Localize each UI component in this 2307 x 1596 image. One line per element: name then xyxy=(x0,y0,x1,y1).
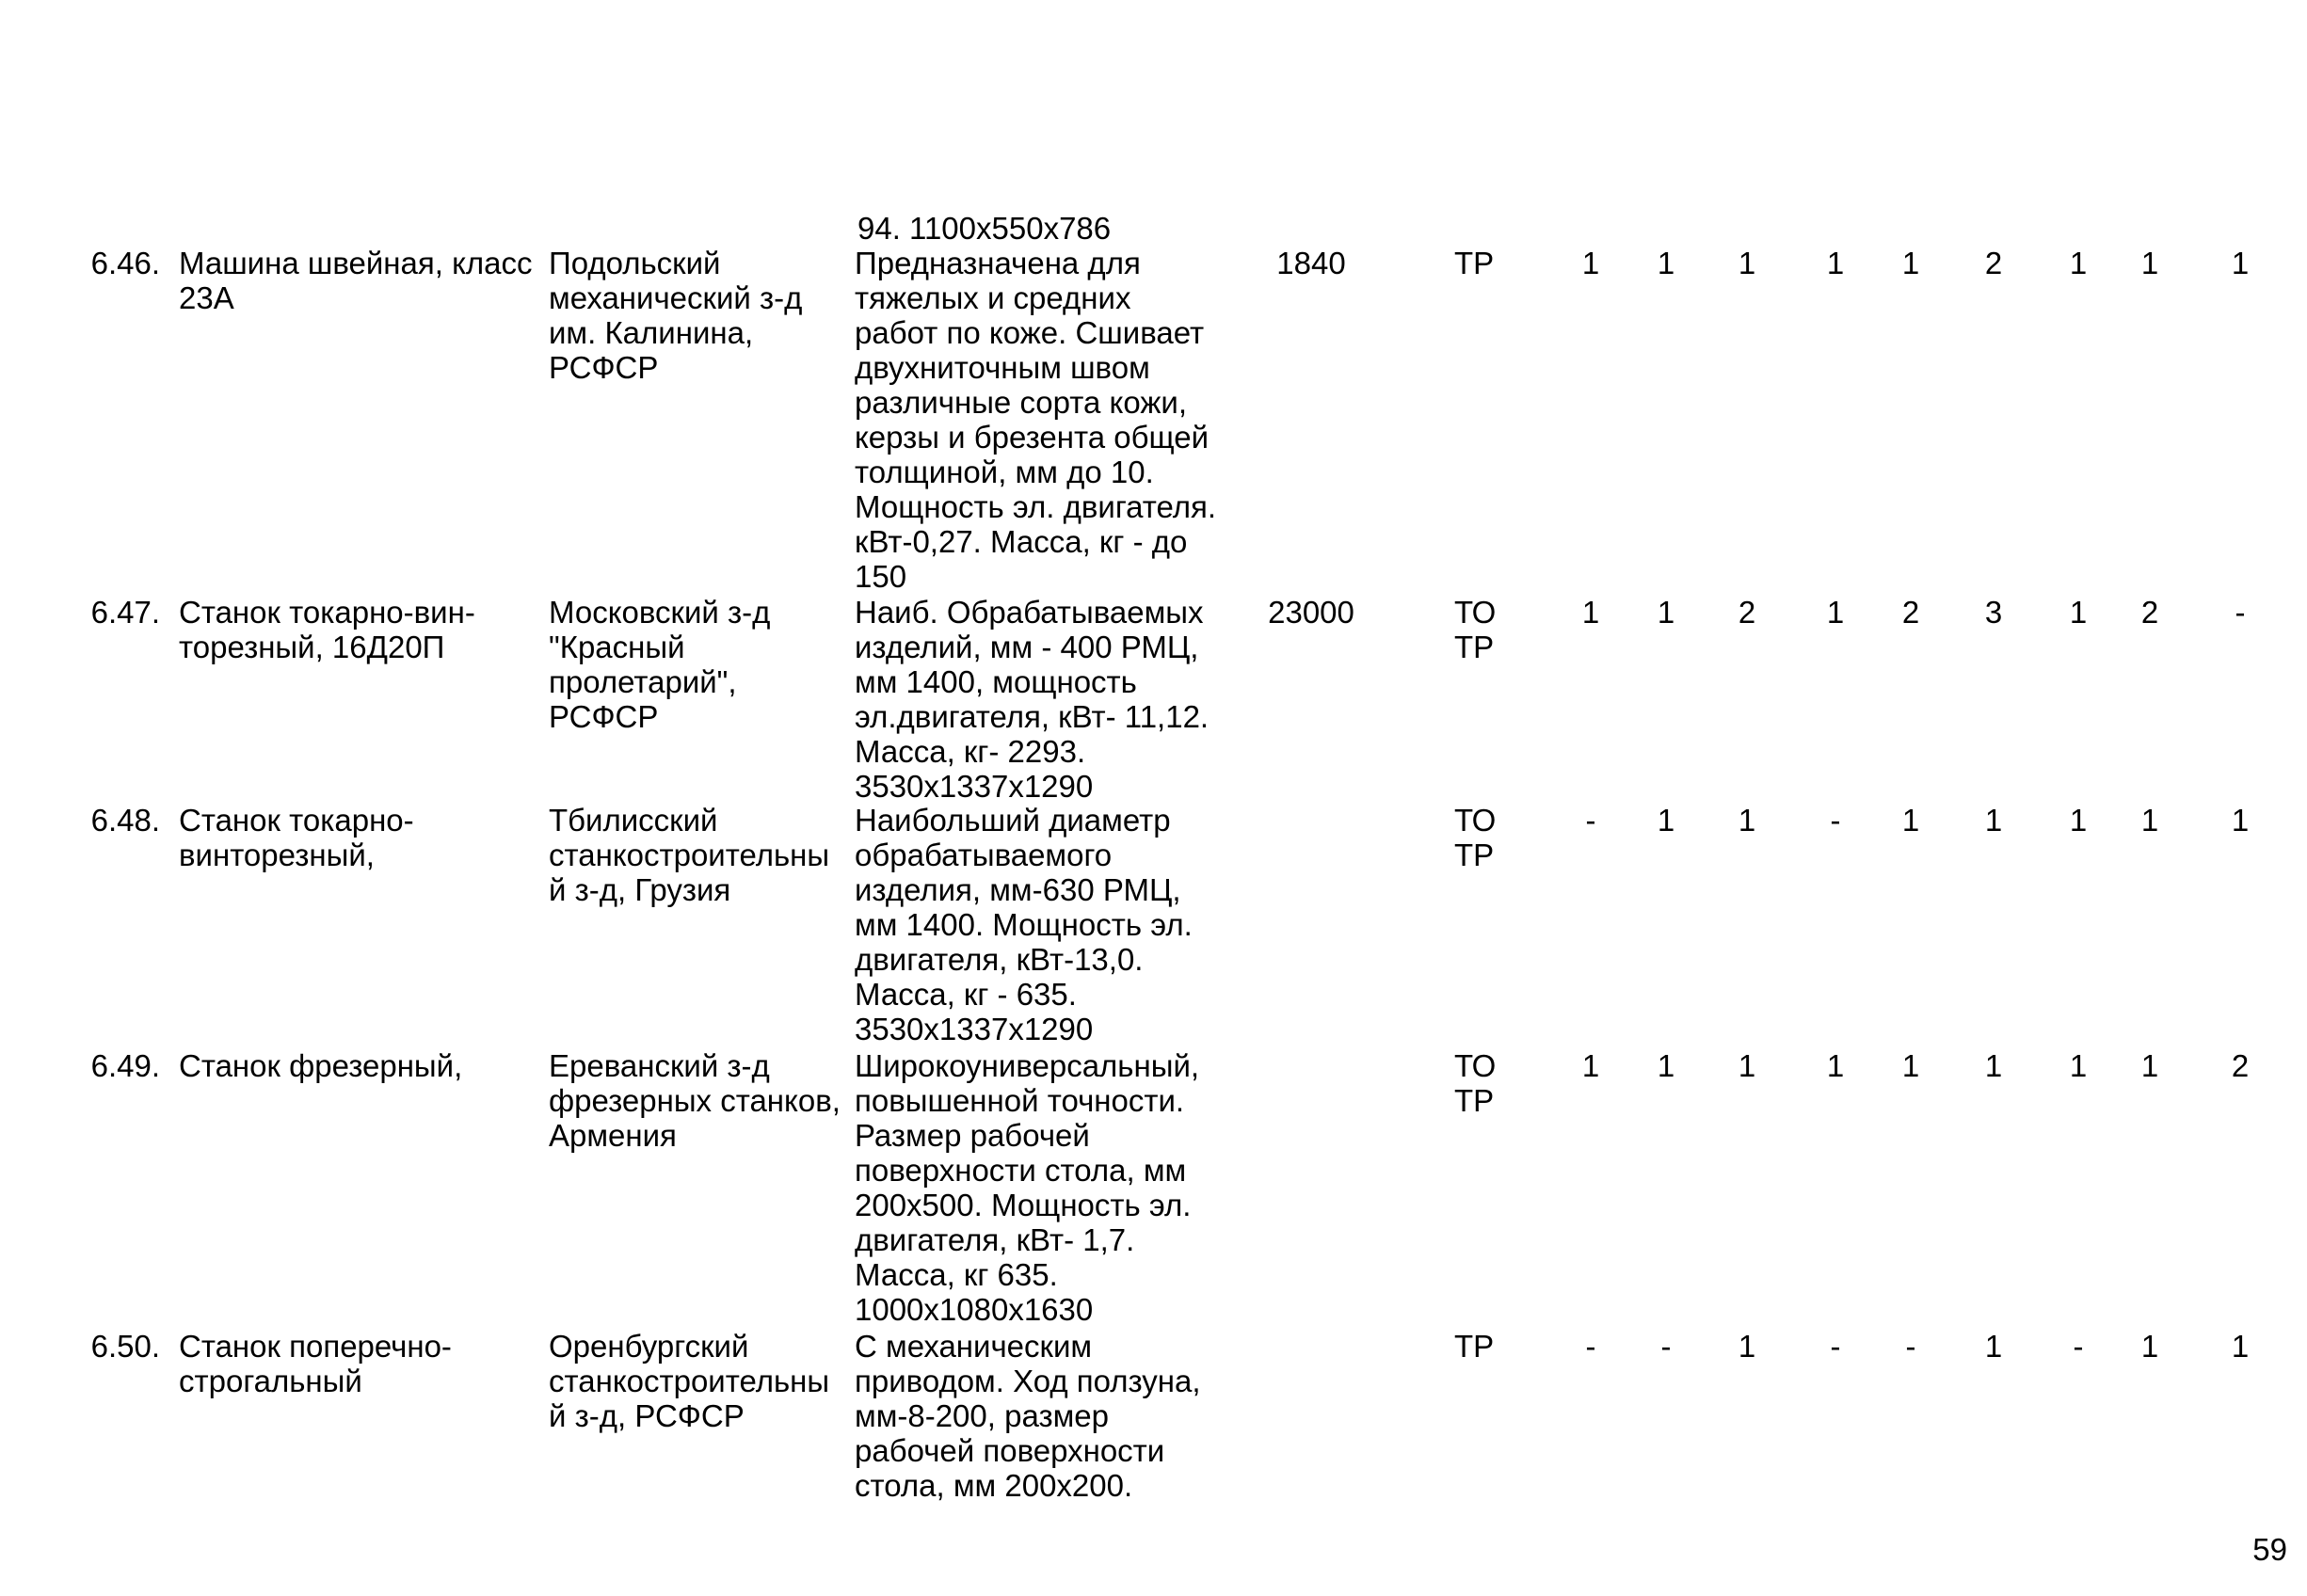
quantity-cell: 1 xyxy=(1901,246,1920,280)
description-line: приводом. Ход ползуна, xyxy=(855,1364,1201,1398)
quantity-cell: 3 xyxy=(1984,595,2003,630)
manufacturer-line: Тбилисский xyxy=(549,803,718,838)
manufacturer-line: пролетарий", xyxy=(549,664,737,699)
description-line: Размер рабочей xyxy=(855,1118,1090,1153)
equipment-name-line: Станок токарно- xyxy=(179,803,414,838)
service-type-line: ТР xyxy=(1454,1083,1495,1118)
description-line: стола, мм 200x200. xyxy=(855,1468,1133,1503)
description-line: Широкоуниверсальный, xyxy=(855,1048,1200,1083)
equipment-name-line: 23А xyxy=(179,280,234,315)
quantity-cell: 1 xyxy=(1826,246,1845,280)
quantity-cell: 1 xyxy=(2069,803,2088,838)
quantity-cell: 1 xyxy=(1581,246,1600,280)
quantity-cell: 1 xyxy=(2069,1048,2088,1083)
quantity-cell: 1 xyxy=(2069,246,2088,280)
description-line: изделия, мм-630 РМЦ, xyxy=(855,872,1181,907)
quantity-cell: 1 xyxy=(2231,803,2250,838)
row-number: 6.48. xyxy=(90,803,160,838)
quantity-cell: 1 xyxy=(1738,1329,1756,1364)
row-number: 6.47. xyxy=(90,595,160,630)
description-line: 150 xyxy=(855,559,907,594)
equipment-name-line: торезный, 16Д20П xyxy=(179,630,445,664)
quantity-cell: 1 xyxy=(2069,595,2088,630)
description-line: толщиной, мм до 10. xyxy=(855,455,1154,489)
description-line: эл.двигателя, кВт- 11,12. xyxy=(855,699,1210,734)
equipment-name-line: Машина швейная, класс xyxy=(179,246,533,280)
equipment-name-line: Станок токарно-вин- xyxy=(179,595,475,630)
description-line: мм 1400, мощность xyxy=(855,664,1137,699)
quantity-cell: - xyxy=(1830,803,1841,838)
manufacturer-line: РСФСР xyxy=(549,350,659,385)
quantity-cell: 1 xyxy=(2140,246,2159,280)
description-line: двигателя, кВт- 1,7. xyxy=(855,1222,1135,1257)
manufacturer-line: механический з-д xyxy=(549,280,803,315)
description-line: мм-8-200, размер xyxy=(855,1398,1109,1433)
manufacturer-line: РСФСР xyxy=(549,699,659,734)
description-line: 200x500. Мощность эл. xyxy=(855,1188,1192,1222)
quantity-cell: - xyxy=(2073,1329,2084,1364)
manufacturer-line: Подольский xyxy=(549,246,721,280)
quantity-cell: 2 xyxy=(2140,595,2159,630)
quantity-cell: 1 xyxy=(1984,1329,2003,1364)
quantity-cell: - xyxy=(1585,803,1596,838)
description-line: керзы и брезента общей xyxy=(855,420,1210,455)
description-line: Масса, кг - 635. xyxy=(855,977,1077,1012)
quantity-cell: 1 xyxy=(1901,803,1920,838)
row-number: 6.50. xyxy=(90,1329,160,1364)
manufacturer-line: Московский з-д xyxy=(549,595,771,630)
description-line: Масса, кг- 2293. xyxy=(855,734,1086,769)
page-number: 59 xyxy=(2252,1532,2287,1567)
manufacturer-line: "Красный xyxy=(549,630,685,664)
equipment-name-line: Станок фрезерный, xyxy=(179,1048,463,1083)
description-line: работ по коже. Сшивает xyxy=(855,315,1205,350)
quantity-cell: 1 xyxy=(1657,803,1675,838)
row-number: 6.46. xyxy=(90,246,160,280)
description-line: С механическим xyxy=(855,1329,1093,1364)
description-line: 3530x1337x1290 xyxy=(855,769,1094,804)
manufacturer-line: й з-д, РСФСР xyxy=(549,1398,745,1433)
quantity-cell: - xyxy=(2235,595,2246,630)
quantity-cell: - xyxy=(1830,1329,1841,1364)
description-line: 3530x1337x1290 xyxy=(855,1012,1094,1046)
quantity-cell: 1 xyxy=(1657,1048,1675,1083)
description-line: Наиб. Обрабатываемых xyxy=(855,595,1204,630)
service-type-line: ТР xyxy=(1454,1329,1495,1364)
quantity-cell: 2 xyxy=(1984,246,2003,280)
quantity-cell: 1 xyxy=(2140,1329,2159,1364)
description-line: тяжелых и средних xyxy=(855,280,1131,315)
manufacturer-line: станкостроительны xyxy=(549,838,830,872)
manufacturer-line: им. Калинина, xyxy=(549,315,754,350)
manufacturer-line: Оренбургский xyxy=(549,1329,749,1364)
quantity-cell: 1 xyxy=(1984,1048,2003,1083)
quantity-cell: 1 xyxy=(2231,246,2250,280)
quantity-cell: - xyxy=(1585,1329,1596,1364)
description-line: Наибольший диаметр xyxy=(855,803,1171,838)
quantity-cell: 2 xyxy=(2231,1048,2250,1083)
description-line: Мощность эл. двигателя. xyxy=(855,489,1217,524)
manufacturer-line: й з-д, Грузия xyxy=(549,872,731,907)
price-cell: 1840 xyxy=(1276,246,1346,280)
service-type-line: ТР xyxy=(1454,630,1495,664)
description-line: мм 1400. Мощность эл. xyxy=(855,907,1193,942)
quantity-cell: 1 xyxy=(1581,595,1600,630)
quantity-cell: 1 xyxy=(1901,1048,1920,1083)
quantity-cell: 1 xyxy=(1826,1048,1845,1083)
quantity-cell: 1 xyxy=(2140,1048,2159,1083)
quantity-cell: 1 xyxy=(1738,246,1756,280)
quantity-cell: 2 xyxy=(1901,595,1920,630)
equipment-name-line: Станок поперечно- xyxy=(179,1329,452,1364)
service-type-line: ТО xyxy=(1454,803,1497,838)
description-line: Предназначена для xyxy=(855,246,1141,280)
price-cell: 23000 xyxy=(1268,595,1354,630)
manufacturer-line: фрезерных станков, xyxy=(549,1083,841,1118)
description-line: двухниточным швом xyxy=(855,350,1150,385)
description-line: обрабатываемого xyxy=(855,838,1113,872)
quantity-cell: 1 xyxy=(1738,803,1756,838)
row-number: 6.49. xyxy=(90,1048,160,1083)
description-continuation: 94. 1100x550x786 xyxy=(857,211,1112,246)
description-line: повышенной точности. xyxy=(855,1083,1185,1118)
service-type-line: ТО xyxy=(1454,595,1497,630)
service-type-line: ТР xyxy=(1454,838,1495,872)
manufacturer-line: станкостроительны xyxy=(549,1364,830,1398)
service-type-line: ТО xyxy=(1454,1048,1497,1083)
manufacturer-line: Ереванский з-д xyxy=(549,1048,770,1083)
quantity-cell: 2 xyxy=(1738,595,1756,630)
quantity-cell: - xyxy=(1660,1329,1672,1364)
service-type-line: ТР xyxy=(1454,246,1495,280)
quantity-cell: 1 xyxy=(1826,595,1845,630)
manufacturer-line: Армения xyxy=(549,1118,677,1153)
equipment-name-line: строгальный xyxy=(179,1364,362,1398)
quantity-cell: 1 xyxy=(1657,595,1675,630)
description-line: изделий, мм - 400 РМЦ, xyxy=(855,630,1199,664)
equipment-name-line: винторезный, xyxy=(179,838,375,872)
quantity-cell: 1 xyxy=(1984,803,2003,838)
quantity-cell: 1 xyxy=(1657,246,1675,280)
quantity-cell: 1 xyxy=(1581,1048,1600,1083)
description-line: кВт-0,27. Масса, кг - до xyxy=(855,524,1188,559)
description-line: 1000x1080x1630 xyxy=(855,1292,1094,1327)
description-line: Масса, кг 635. xyxy=(855,1257,1058,1292)
description-line: различные сорта кожи, xyxy=(855,385,1188,420)
description-line: поверхности стола, мм xyxy=(855,1153,1187,1188)
quantity-cell: - xyxy=(1905,1329,1916,1364)
quantity-cell: 1 xyxy=(2140,803,2159,838)
quantity-cell: 1 xyxy=(2231,1329,2250,1364)
quantity-cell: 1 xyxy=(1738,1048,1756,1083)
description-line: рабочей поверхности xyxy=(855,1433,1165,1468)
description-line: двигателя, кВт-13,0. xyxy=(855,942,1144,977)
